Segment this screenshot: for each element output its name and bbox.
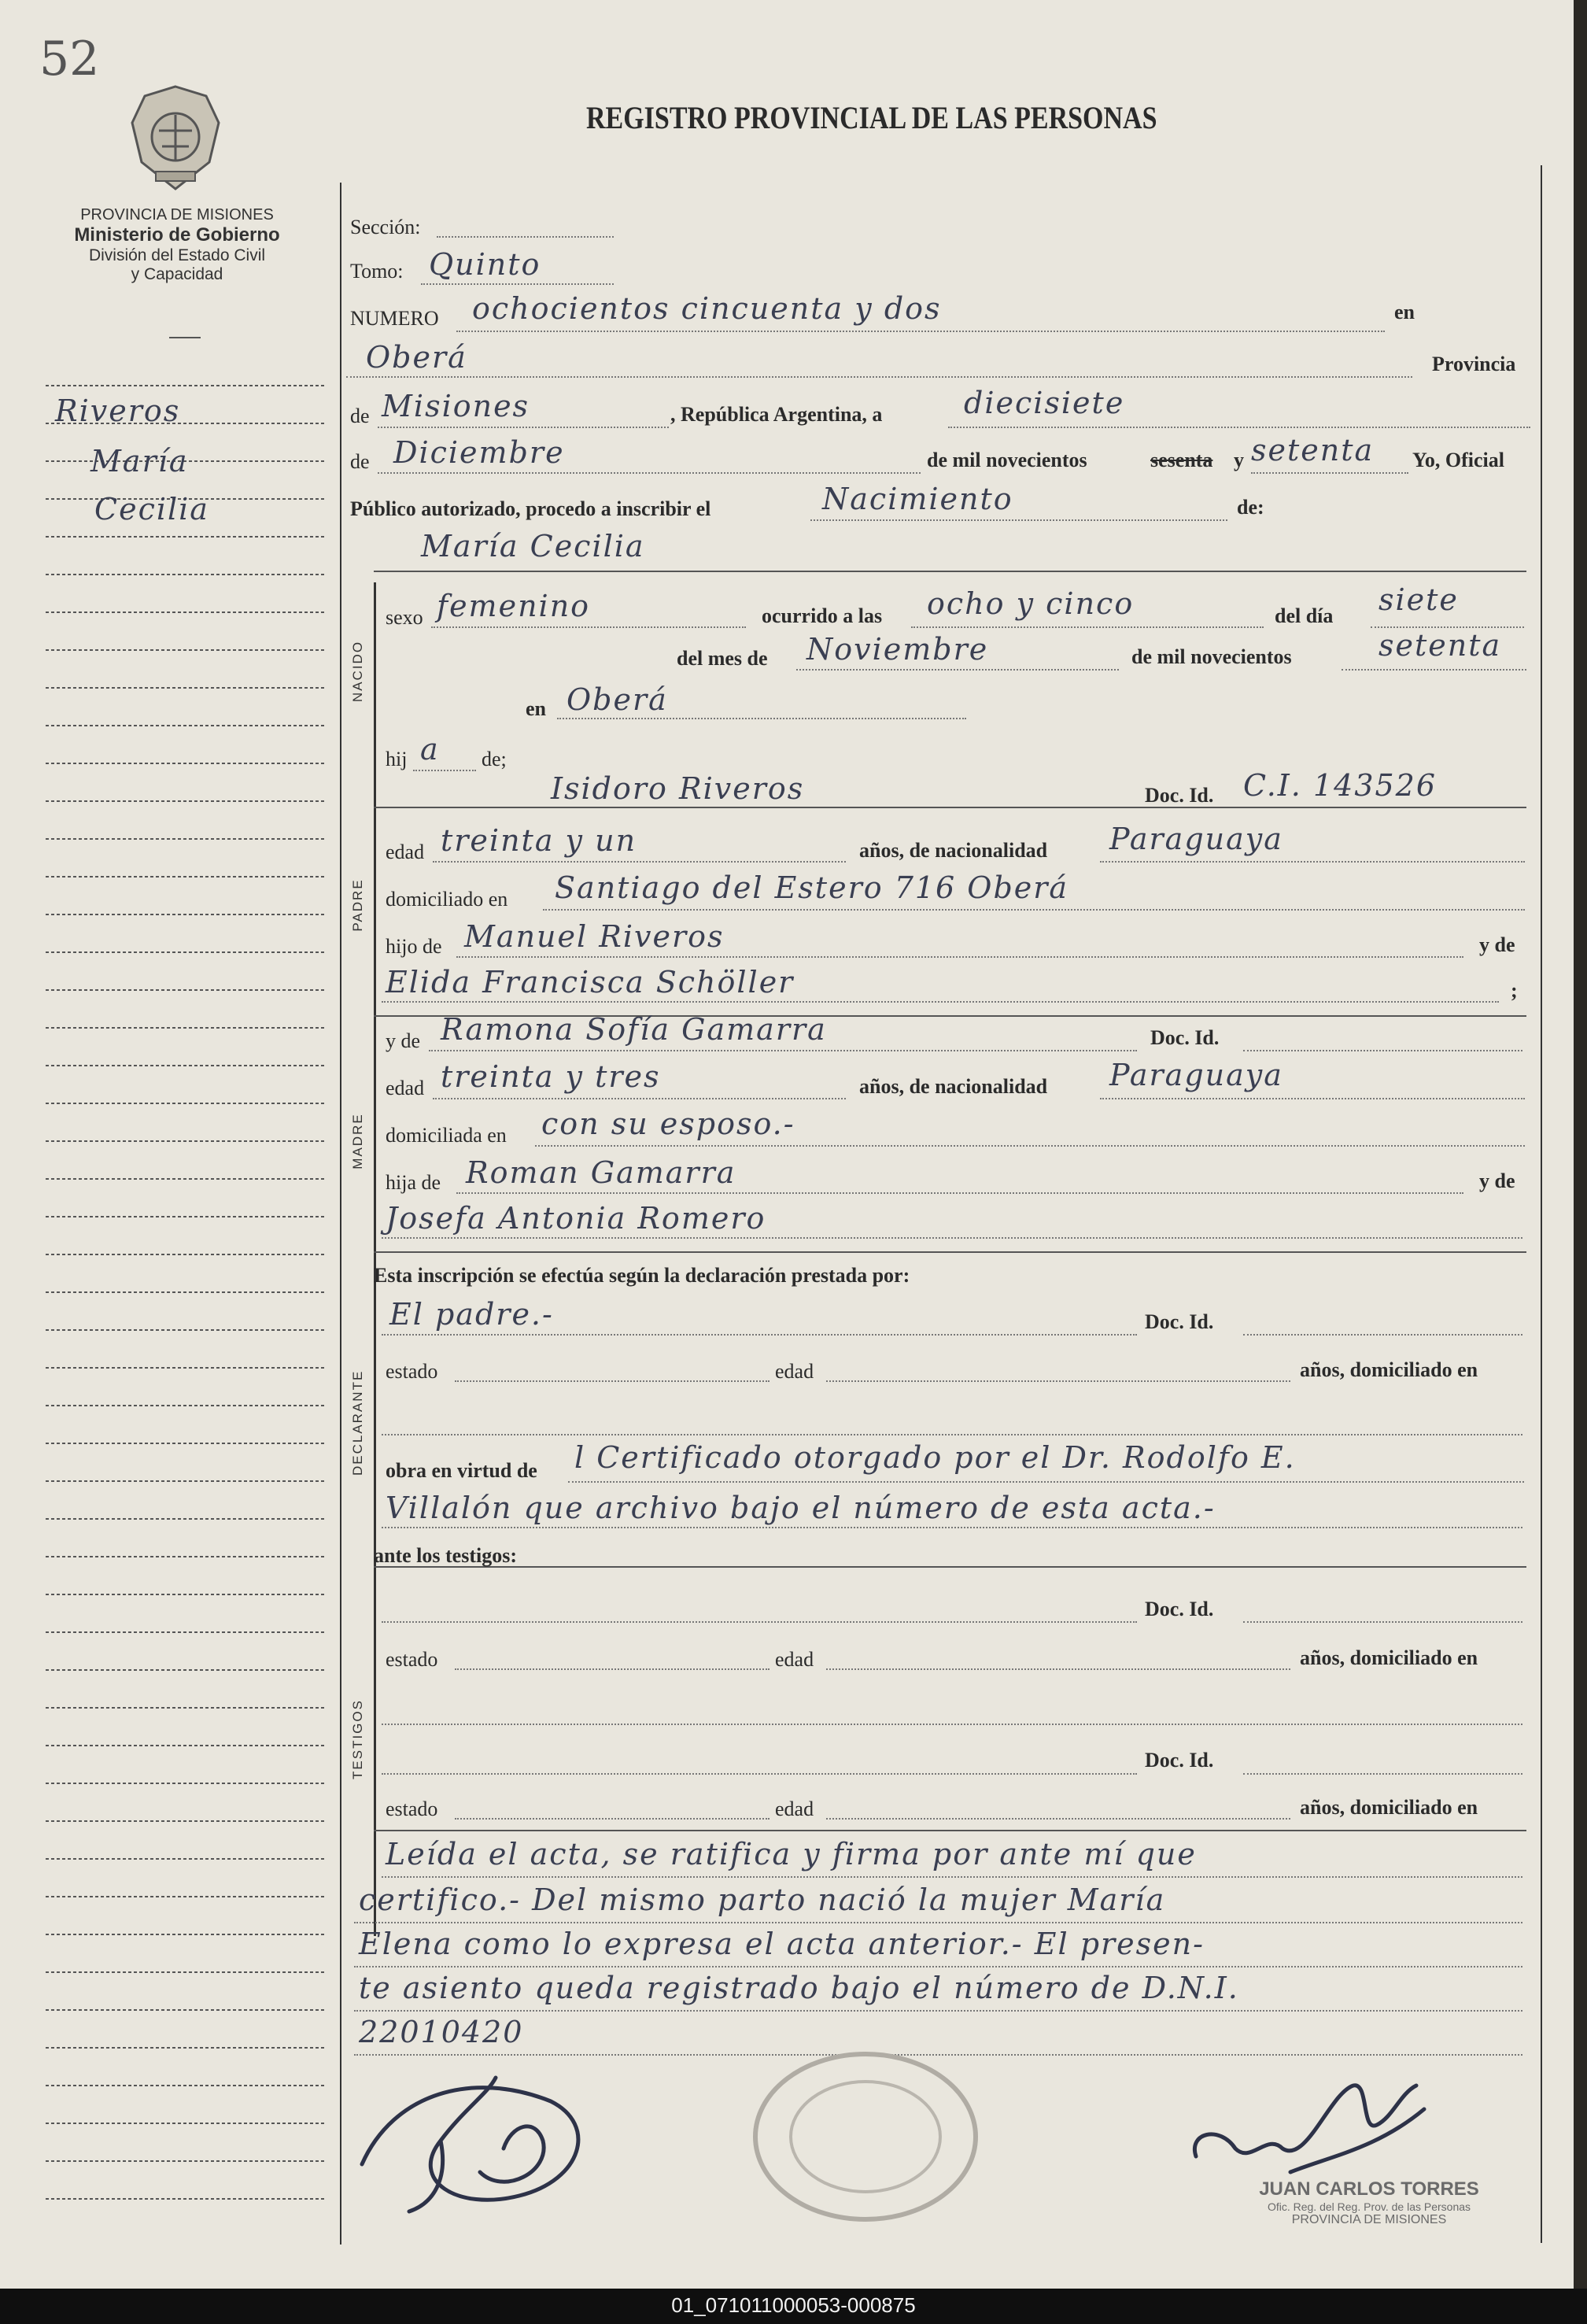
margin-first-name: María [90, 444, 189, 478]
sexo-label: sexo [386, 606, 423, 629]
madre-doc-label: Doc. Id. [1150, 1026, 1220, 1049]
stamp-province: PROVINCIA DE MISIONES [1291, 2213, 1447, 2226]
padre-semicolon: ; [1511, 979, 1518, 1002]
madre-y-de-label: y de [386, 1029, 421, 1052]
coat-of-arms-icon [127, 83, 223, 194]
de-mil-novecientos-label: de mil novecientos [927, 449, 1087, 471]
padre-domicilio-value: Santiago del Estero 716 Oberá [555, 870, 1069, 905]
republica-label: , República Argentina, a [670, 403, 883, 426]
ante-testigos-label: ante los testigos: [374, 1544, 517, 1567]
nota-line-2: certifico.- Del mismo parto nació la mujer María [359, 1882, 1166, 1917]
obra-line-2: Villalón que archivo bajo el número de esta acta.- [386, 1491, 1216, 1525]
numero-label: NUMERO [350, 307, 439, 330]
round-seal-icon [747, 2046, 984, 2227]
padre-anos-nac-label: años, de nacionalidad [859, 839, 1048, 862]
section-label-nacido: NACIDO [350, 640, 365, 703]
padre-y-de-label: y de [1479, 933, 1515, 956]
lugar-nac-value: Oberá [567, 682, 668, 717]
section-label-testigos: TESTIGOS [350, 1699, 365, 1779]
division-name: División del Estado Civil [88, 246, 266, 264]
margin-lines [39, 354, 330, 2243]
testigo1-doc-label: Doc. Id. [1145, 1598, 1214, 1620]
ocurrido-label: ocurrido a las [762, 604, 883, 627]
obra-label: obra en virtud de [386, 1459, 537, 1482]
testigo1-edad-label: edad [775, 1648, 814, 1671]
del-mes-label: del mes de [677, 647, 768, 670]
nota-line-3: Elena como lo expresa el acta anterior.- El presen- [359, 1927, 1205, 1961]
anio-nac-value: setenta [1378, 628, 1502, 663]
seccion-label: Sección: [350, 216, 421, 238]
ministry-name: Ministerio de Gobierno [74, 224, 280, 246]
margin-surname: Riveros [55, 393, 181, 428]
section-label-declarante: DECLARANTE [350, 1369, 365, 1476]
margin-second-name: Cecilia [94, 492, 209, 527]
madre-domicilio-value: con su esposo.- [541, 1107, 795, 1141]
dia-value: diecisiete [964, 386, 1125, 420]
padre-doc-label: Doc. Id. [1145, 784, 1214, 807]
de-colon-label: de: [1237, 496, 1264, 519]
padre-hijo-de-value: Manuel Riveros [464, 919, 725, 954]
padre-doc-value: C.I. 143526 [1243, 768, 1438, 803]
anio-value: setenta [1251, 433, 1375, 467]
testigo2-edad-label: edad [775, 1797, 814, 1820]
publico-label: Público autorizado, procedo a inscribir el [350, 497, 711, 520]
madre-edad-value: treinta y tres [441, 1059, 661, 1094]
padre-edad-label: edad [386, 841, 425, 863]
madre-hija-de-value: Roman Gamarra [466, 1155, 736, 1190]
y-label: y [1234, 449, 1244, 471]
nombre-value: María Cecilia [421, 529, 645, 563]
padre-hijo-de-label: hijo de [386, 935, 442, 958]
en-nac-label: en [526, 697, 546, 720]
testigo2-anos-label: años, domiciliado en [1300, 1796, 1478, 1819]
page-title: REGISTRO PROVINCIAL DE LAS PERSONAS [586, 100, 1157, 135]
stamp-title: Ofic. Reg. del Reg. Prov. de las Personas [1267, 2200, 1471, 2213]
hij-suffix: a [420, 732, 440, 767]
nota-line-5: 22010420 [359, 2015, 524, 2049]
madre-hija-de-label: hija de [386, 1171, 441, 1194]
de-semicolon-label: de; [482, 748, 507, 770]
padre-nac-value: Paraguaya [1109, 822, 1283, 856]
de-label-2: de [350, 450, 370, 473]
obra-line-1: l Certificado otorgado por el Dr. Rodolfo E. [574, 1440, 1296, 1475]
en-value: Oberá [366, 340, 467, 375]
numero-value: ochocientos cincuenta y dos [472, 291, 942, 326]
acto-value: Nacimiento [822, 482, 1013, 516]
testigo2-estado-label: estado [386, 1797, 438, 1820]
sesenta-struck: sesenta [1150, 449, 1213, 471]
nota-line-1: Leída el acta, se ratifica y firma por ante mí que [386, 1837, 1197, 1871]
madre-domicilio-label: domiciliada en [386, 1124, 507, 1147]
madre-madre-value: Josefa Antonia Romero [386, 1201, 766, 1236]
en-label: en [1394, 301, 1415, 323]
testigo2-doc-label: Doc. Id. [1145, 1749, 1214, 1772]
stamp-name: JUAN CARLOS TORRES [1259, 2178, 1479, 2200]
testigo1-estado-label: estado [386, 1648, 438, 1671]
book-binding [1574, 0, 1587, 2324]
officer-signature [1172, 2062, 1432, 2188]
provincia-value: Misiones [382, 389, 530, 423]
tomo-label: Tomo: [350, 260, 404, 283]
yo-oficial-label: Yo, Oficial [1412, 449, 1504, 471]
padre-edad-value: treinta y un [441, 823, 637, 858]
padre-nombre-value: Isidoro Riveros [551, 771, 805, 806]
madre-edad-label: edad [386, 1077, 425, 1099]
sexo-value: femenino [437, 589, 591, 623]
declarant-signature [346, 2046, 645, 2227]
declarante-estado-label: estado [386, 1360, 438, 1383]
padre-madre-value: Elida Francisca Schöller [386, 965, 795, 999]
province-name: PROVINCIA DE MISIONES [80, 206, 274, 224]
madre-anos-nac-label: años, de nacionalidad [859, 1075, 1048, 1098]
madre-nac-value: Paraguaya [1109, 1058, 1283, 1092]
declarante-doc-label: Doc. Id. [1145, 1310, 1214, 1333]
inscripcion-label: Esta inscripción se efectúa según la declaración prestada por: [374, 1264, 910, 1287]
mes-nac-value: Noviembre [806, 632, 989, 667]
madre-nombre-value: Ramona Sofía Gamarra [441, 1012, 827, 1047]
mes-value: Diciembre [393, 435, 565, 470]
section-label-madre: MADRE [350, 1113, 365, 1169]
page-number: 52 [39, 31, 100, 87]
dia-nac-value: siete [1378, 582, 1459, 617]
hora-value: ocho y cinco [927, 586, 1135, 621]
declarante-value: El padre.- [389, 1297, 554, 1332]
madre-y-de-label-2: y de [1479, 1169, 1515, 1192]
tomo-value: Quinto [429, 247, 541, 282]
declarante-edad-label: edad [775, 1360, 814, 1383]
footer-bar [0, 2289, 1587, 2324]
section-label-padre: PADRE [350, 878, 365, 932]
de-mil-nov-label-2: de mil novecientos [1131, 645, 1292, 668]
declarante-anos-label: años, domiciliado en [1300, 1358, 1478, 1381]
provincia-label: Provincia [1432, 353, 1516, 375]
del-dia-label: del día [1275, 604, 1334, 627]
testigo1-anos-label: años, domiciliado en [1300, 1646, 1478, 1669]
hij-label: hij [386, 748, 408, 770]
padre-domicilio-label: domiciliado en [386, 888, 508, 911]
capacity-name: y Capacidad [131, 265, 223, 283]
image-id: 01_071011000053-000875 [671, 2293, 916, 2317]
de-label-1: de [350, 405, 370, 427]
nota-line-4: te asiento queda registrado bajo el número de D.N.I. [359, 1971, 1239, 2005]
